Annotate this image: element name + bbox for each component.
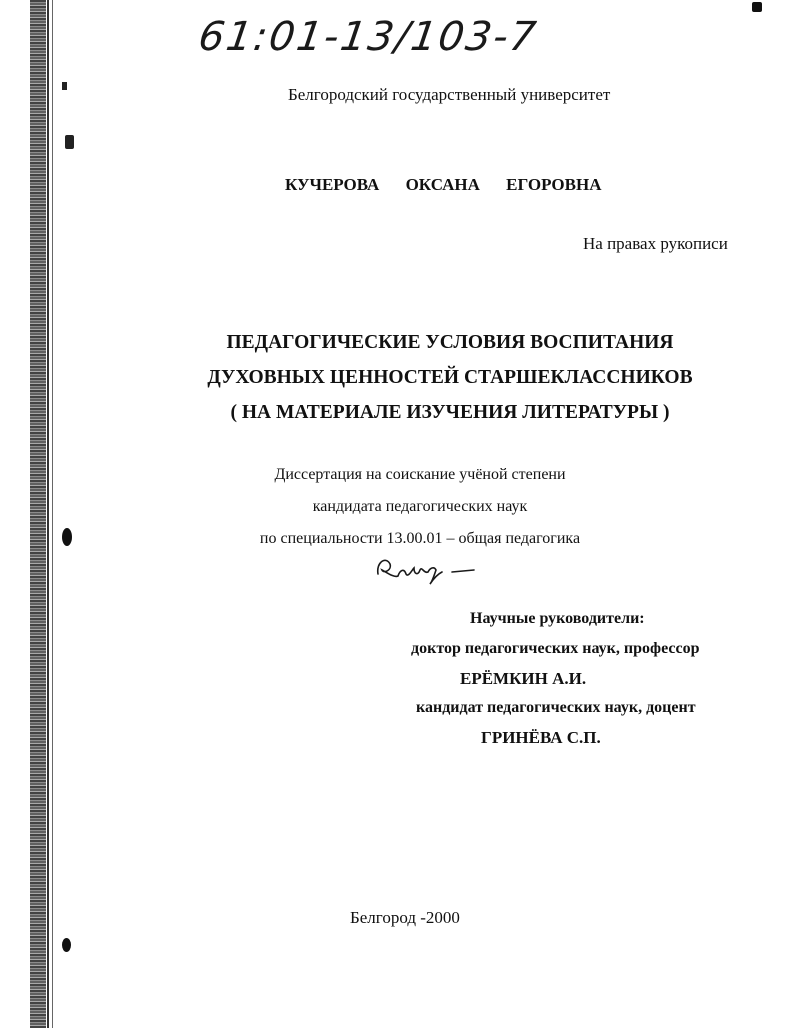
corner-scan-mark [752, 2, 762, 12]
punch-hole-mark [62, 528, 72, 546]
dissertation-line-2: кандидата педагогических наук [312, 498, 528, 515]
author-name: КУЧЕРОВА ОКСАНА ЕГОРОВНА [285, 175, 602, 194]
binding-edge-line [47, 0, 49, 1028]
title-line-1: ПЕДАГОГИЧЕСКИЕ УСЛОВИЯ ВОСПИТАНИЯ [226, 332, 674, 353]
binding-strip [30, 0, 46, 1028]
punch-hole-mark-lower [62, 938, 71, 952]
scan-speck [62, 82, 67, 90]
dissertation-description [130, 459, 710, 555]
dissertation-line-3: по специальности 13.00.01 – общая педагогика [259, 530, 581, 547]
dissertation-line-1: Диссертация на соискание учёной степени [274, 466, 566, 483]
title-line-3: ( НА МАТЕРИАЛЕ ИЗУЧЕНИЯ ЛИТЕРАТУРЫ ) [230, 402, 670, 423]
title-line-2: ДУХОВНЫХ ЦЕННОСТЕЙ СТАРШЕКЛАССНИКОВ [207, 367, 693, 388]
university-name: Белгородский государственный университет [288, 85, 611, 104]
advisor-2-name: ГРИНЁВА С.П. [481, 728, 601, 747]
advisor-1-title: доктор педагогических наук, профессор [411, 640, 700, 657]
city-year: Белгород -2000 [350, 908, 460, 927]
advisors-heading: Научные руководители: [470, 610, 645, 627]
binding-edge-line-2 [52, 0, 53, 1028]
advisor-1-name: ЕРЁМКИН А.И. [460, 669, 587, 688]
catalog-number: 61:01-13/103-7 [195, 14, 541, 60]
advisor-2-title: кандидат педагогических наук, доцент [416, 699, 696, 716]
dissertation-title [150, 325, 750, 430]
rights-note: На правах рукописи [583, 234, 728, 253]
scan-speck [65, 135, 74, 149]
handwritten-signature [372, 548, 482, 588]
